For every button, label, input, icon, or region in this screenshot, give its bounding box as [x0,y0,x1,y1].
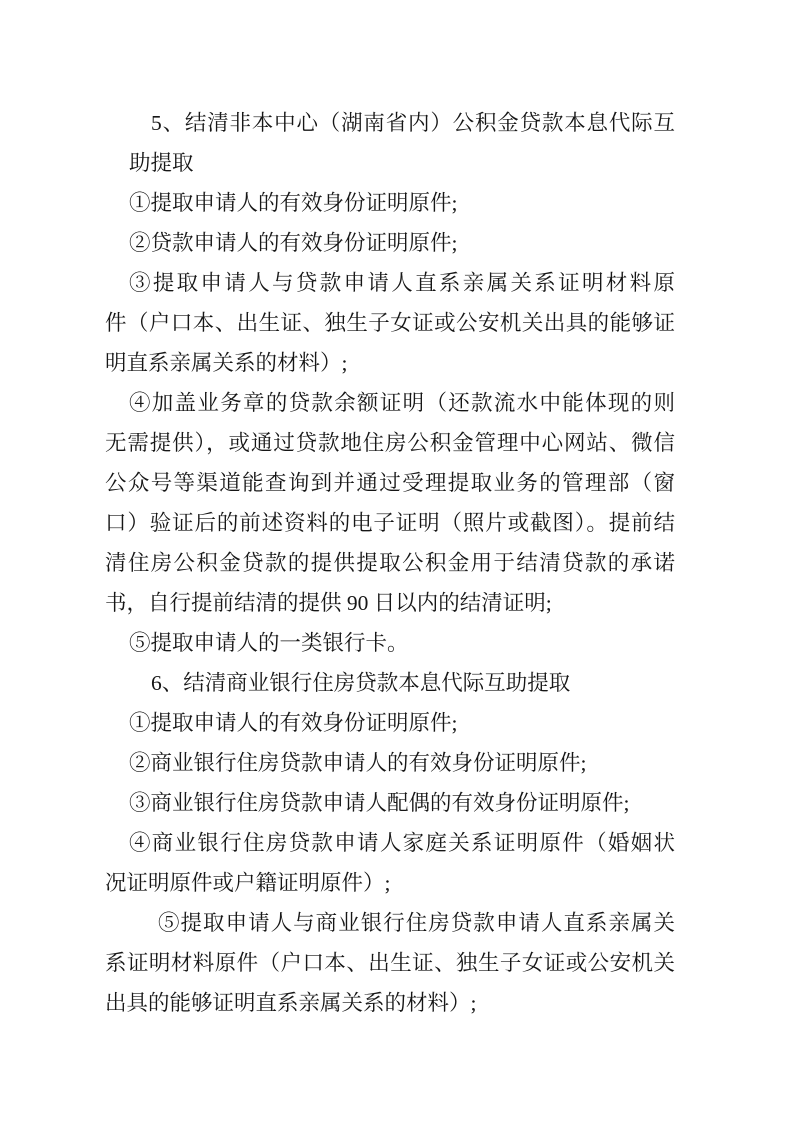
document-line: ①提取申请人的有效身份证明原件; [129,711,458,735]
document-line: 出具的能够证明直系亲属关系的材料）; [105,991,477,1015]
section-6-item-3 [105,783,675,823]
document-line: 明直系亲属关系的材料）; [105,351,348,375]
document-line: 书，自行提前结清的提供 90 日以内的结清证明; [105,591,552,615]
section-5-item-1 [105,183,675,223]
document-line: 公众号等渠道能查询到并通过受理提取业务的管理部（窗 [105,471,675,495]
document-line: ②贷款申请人的有效身份证明原件; [129,231,458,255]
document-body [105,103,675,1023]
section-6-item-5 [105,903,675,1023]
section-5-item-3 [105,263,675,383]
document-line: ③提取申请人与贷款申请人直系亲属关系证明材料原 [129,271,675,295]
section-6-title [105,663,675,703]
document-line: 况证明原件或户籍证明原件）; [105,871,391,895]
document-line: ②商业银行住房贷款申请人的有效身份证明原件; [129,751,587,775]
section-6-item-2 [105,743,675,783]
section-5-item-4 [105,383,675,623]
document-line: 口）验证后的前述资料的电子证明（照片或截图）。提前结 [105,511,675,535]
section-6-item-1 [105,703,675,743]
document-line: 清住房公积金贷款的提供提取公积金用于结清贷款的承诺 [105,551,675,575]
document-line: ①提取申请人的有效身份证明原件; [129,191,458,215]
document-line: ⑤提取申请人与商业银行住房贷款申请人直系亲属关 [158,911,675,935]
section-5-item-5 [105,623,675,663]
section-5-item-2 [105,223,675,263]
document-line: 件（户口本、出生证、独生子女证或公安机关出具的能够证 [105,311,675,335]
section-5-title [105,103,675,183]
document-line: 无需提供），或通过贷款地住房公积金管理中心网站、微信 [105,431,675,455]
document-line: ③商业银行住房贷款申请人配偶的有效身份证明原件; [129,791,630,815]
document-line: ⑤提取申请人的一类银行卡。 [129,631,409,655]
document-line: 助提取 [129,151,194,175]
document-line: 5、结清非本中心（湖南省内）公积金贷款本息代际互 [151,111,675,135]
document-line: ④商业银行住房贷款申请人家庭关系证明原件（婚姻状 [129,831,675,855]
document-line: 系证明材料原件（户口本、出生证、独生子女证或公安机关 [105,951,675,975]
document-line: 6、结清商业银行住房贷款本息代际互助提取 [151,671,571,695]
document-line: ④加盖业务章的贷款余额证明（还款流水中能体现的则 [129,391,675,415]
section-6-item-4 [105,823,675,903]
